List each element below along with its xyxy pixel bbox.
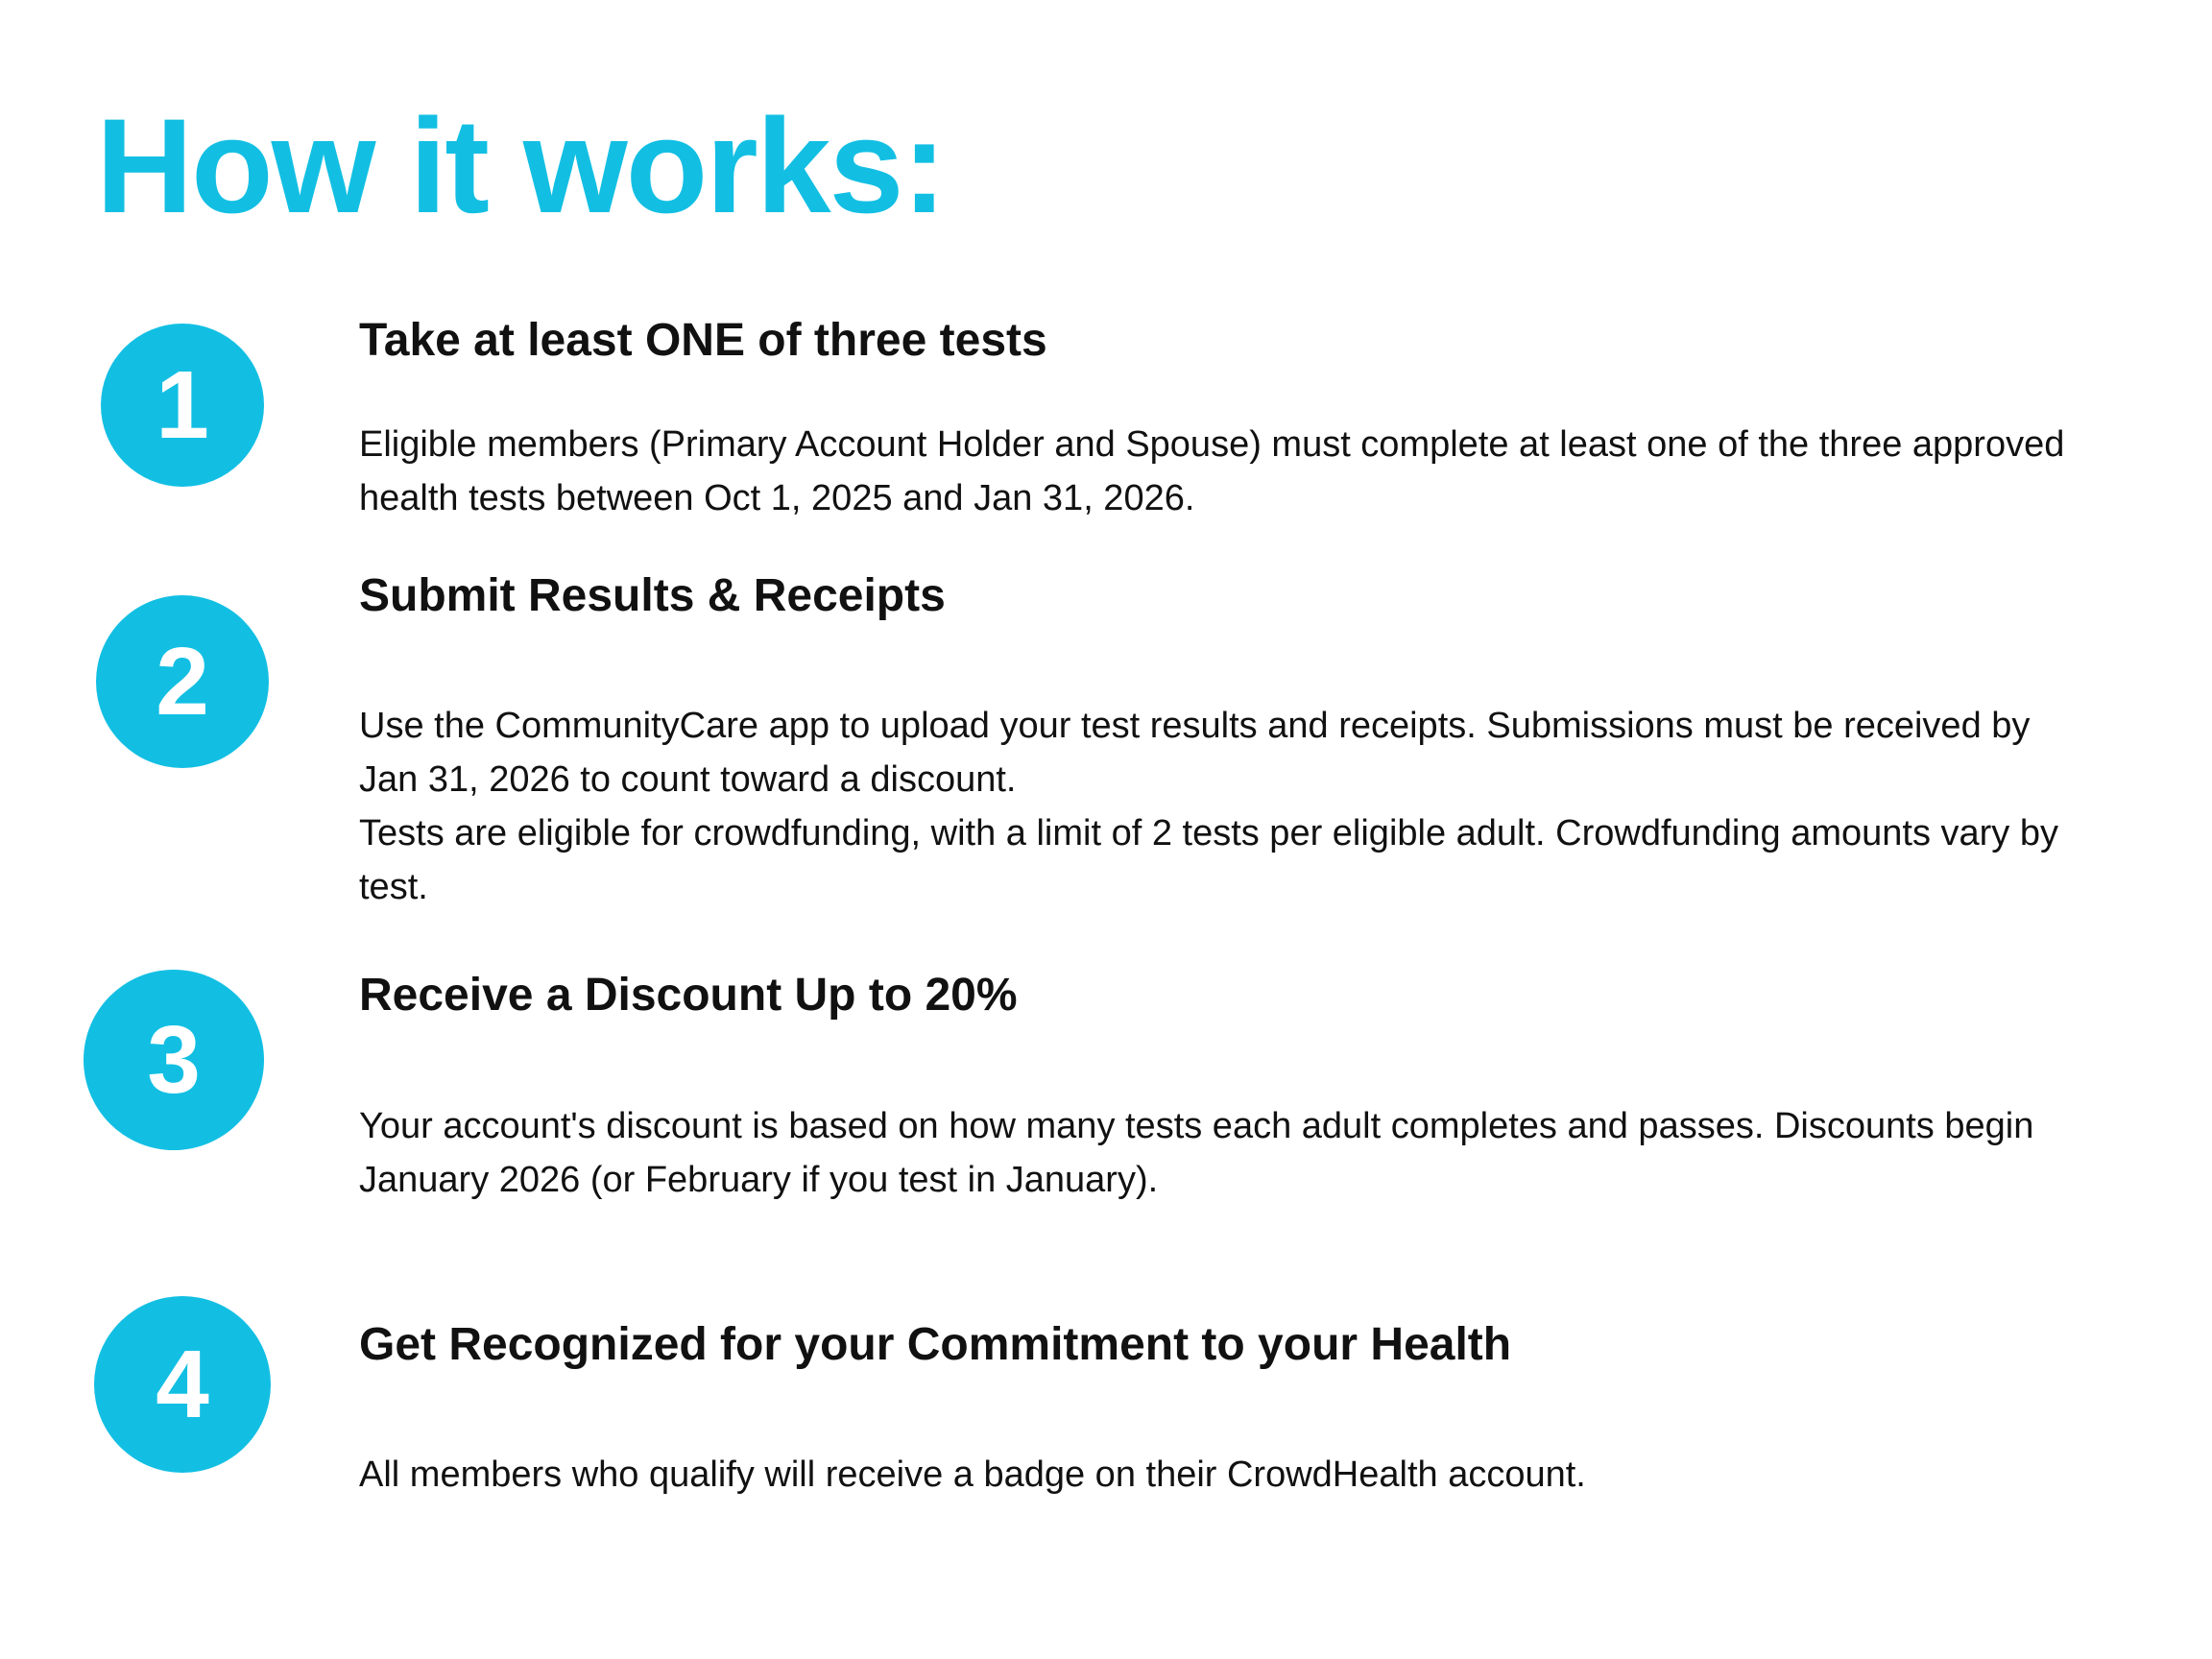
step-4-paragraph: All members who qualify will receive a badge on their CrowdHealth account. [359,1455,1586,1495]
step-3-description [359,1099,2068,1207]
step-3-paragraph: Your account's discount is based on how many tests each adult completes and passes. Discounts begin January 2026 (or February if you test in January). [359,1106,2034,1200]
step-1-heading: Take at least ONE of three tests [359,315,1047,366]
step-1-number-badge: 1 [101,324,264,487]
step-4-heading: Get Recognized for your Commitment to your Health [359,1319,1512,1370]
step-3-heading: Receive a Discount Up to 20% [359,970,1018,1021]
step-3-number-badge: 3 [84,970,264,1150]
step-1-description [359,418,2068,525]
step-4-description [359,1448,2068,1502]
step-2-number-badge: 2 [96,595,269,768]
step-2-paragraph: Tests are eligible for crowdfunding, with a limit of 2 tests per eligible adult. Crowdfunding amounts vary by test. [359,813,2058,907]
step-4-number-badge: 4 [94,1296,271,1473]
page-title: How it works: [96,90,946,241]
step-1-paragraph: Eligible members (Primary Account Holder and Spouse) must complete at least one of the three approved health tests between Oct 1, 2025 and Jan 31, 2026. [359,424,2065,518]
step-2-heading: Submit Results & Receipts [359,570,946,621]
step-2-paragraph: Use the CommunityCare app to upload your test results and receipts. Submissions must be received by Jan 31, 2026 to count toward a discount. [359,706,2031,800]
step-2-description [359,699,2068,914]
